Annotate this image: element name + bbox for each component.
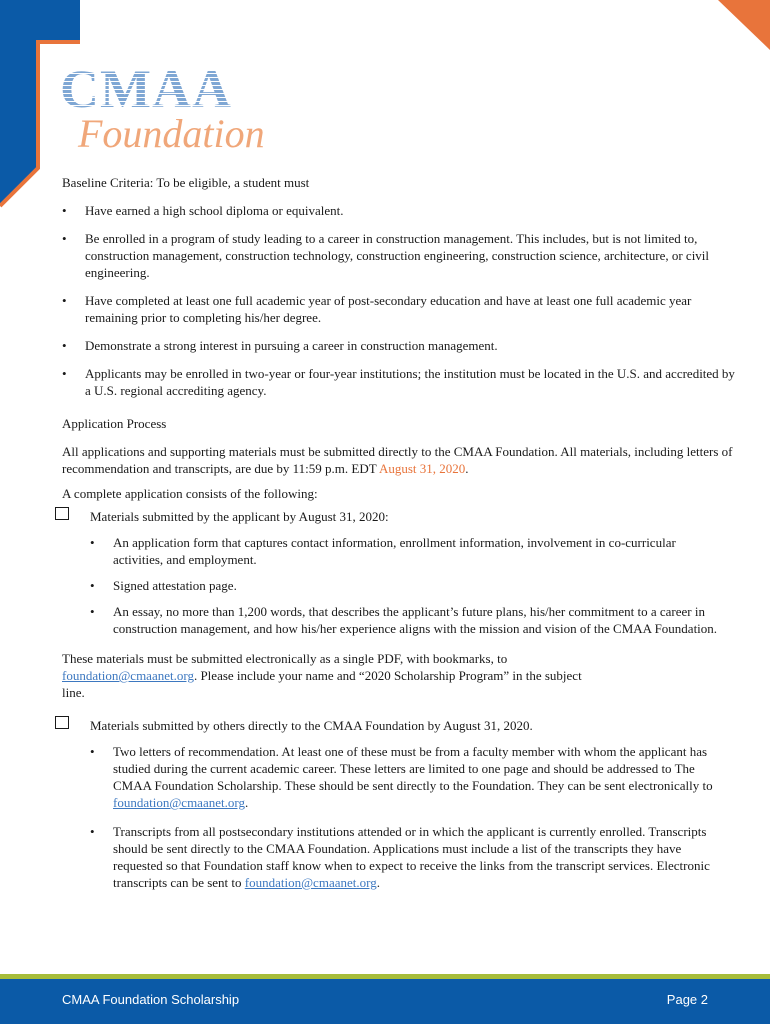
baseline-item: • Have earned a high school diploma or equivalent. (62, 202, 742, 219)
others-materials-row (62, 717, 742, 734)
baseline-item: • Demonstrate a strong interest in pursuing a career in construction management. (62, 337, 742, 354)
page-number: Page 2 (666, 992, 708, 1007)
footer-title: CMAA Foundation Scholarship (62, 992, 240, 1007)
applicant-materials-row (62, 508, 742, 525)
applicant-material-item: • Signed attestation page. (90, 577, 720, 594)
submission-note: These materials must be submitted electronically as a single PDF, with bookmarks, to foundation@cmaanet.org. Please include your name and “2020 Scholarship Program” in the subject line. (62, 651, 582, 700)
document-body (62, 174, 742, 891)
logo-foundation-wordmark: Foundation (78, 111, 265, 156)
email-link[interactable]: foundation@cmaanet.org (244, 875, 377, 890)
complete-application-intro: A complete application consists of the following: (62, 486, 318, 501)
baseline-item: • Have completed at least one full academic year of post-secondary education and have at least one full academic year remaining prior to completing his/her degree. (62, 292, 742, 326)
baseline-intro: Baseline Criteria: To be eligible, a student must (62, 175, 310, 190)
corner-decoration-top-right (708, 0, 770, 50)
baseline-item: • Applicants may be enrolled in two-year or four-year institutions; the institution must be located in the U.S. and accredited by a U.S. regional accrediting agency. (62, 365, 742, 399)
baseline-criteria-list (62, 202, 742, 399)
logo-cmaa-wordmark: CMAA (60, 59, 232, 119)
others-materials-list (90, 743, 720, 891)
applicant-material-item: • An essay, no more than 1,200 words, that describes the applicant’s future plans, his/her commitment to a career in construction management, and how his/her experience aligns with the mission and vision of the CMAA Foundation. (90, 603, 720, 637)
applicant-materials-checkbox[interactable] (55, 507, 69, 520)
email-link[interactable]: foundation@cmaanet.org (113, 795, 245, 810)
application-process-paragraph: All applications and supporting materials must be submitted directly to the CMAA Foundation. All materials, including letters of recommendation and transcripts, are due by 11:59 p.m. EDT August 31, 2020. (62, 444, 733, 476)
applicant-material-item: • An application form that captures contact information, enrollment information, involvement in co-curricular activities, and employment. (90, 534, 720, 568)
application-process-heading: Application Process (62, 416, 167, 431)
baseline-item: • Be enrolled in a program of study leading to a career in construction management. This includes, but is not limited to, construction management, construction technology, construction engineering, construction science, architecture, or civil engineering. (62, 230, 742, 281)
others-material-item: • Two letters of recommendation. At least one of these must be from a faculty member with whom the applicant has studied during the current academic career. These letters are limited to one page and should be addressed to The CMAA Foundation Scholarship. These should be sent directly to the Foundation. They can be sent electronically to foundation@cmaanet.org. (90, 743, 720, 811)
due-date: August 31, 2020 (378, 461, 466, 476)
others-materials-label: Materials submitted by others directly to the CMAA Foundation by August 31, 2020. (90, 718, 533, 733)
applicant-materials-list (90, 534, 720, 637)
others-materials-checkbox[interactable] (55, 716, 69, 729)
others-material-item: • Transcripts from all postsecondary institutions attended or in which the applicant is currently enrolled. Transcripts should be sent directly to the CMAA Foundation. Applications must include a list of the transcripts they have requested so that Foundation staff know when to expect to receive the links from the transcript services. Electronic transcripts can be sent to foundation@cmaanet.org. (90, 823, 720, 891)
cmaa-foundation-logo (60, 59, 280, 162)
email-link[interactable]: foundation@cmaanet.org (62, 668, 194, 683)
applicant-materials-label: Materials submitted by the applicant by August 31, 2020: (90, 509, 389, 524)
page-footer (0, 979, 770, 1024)
